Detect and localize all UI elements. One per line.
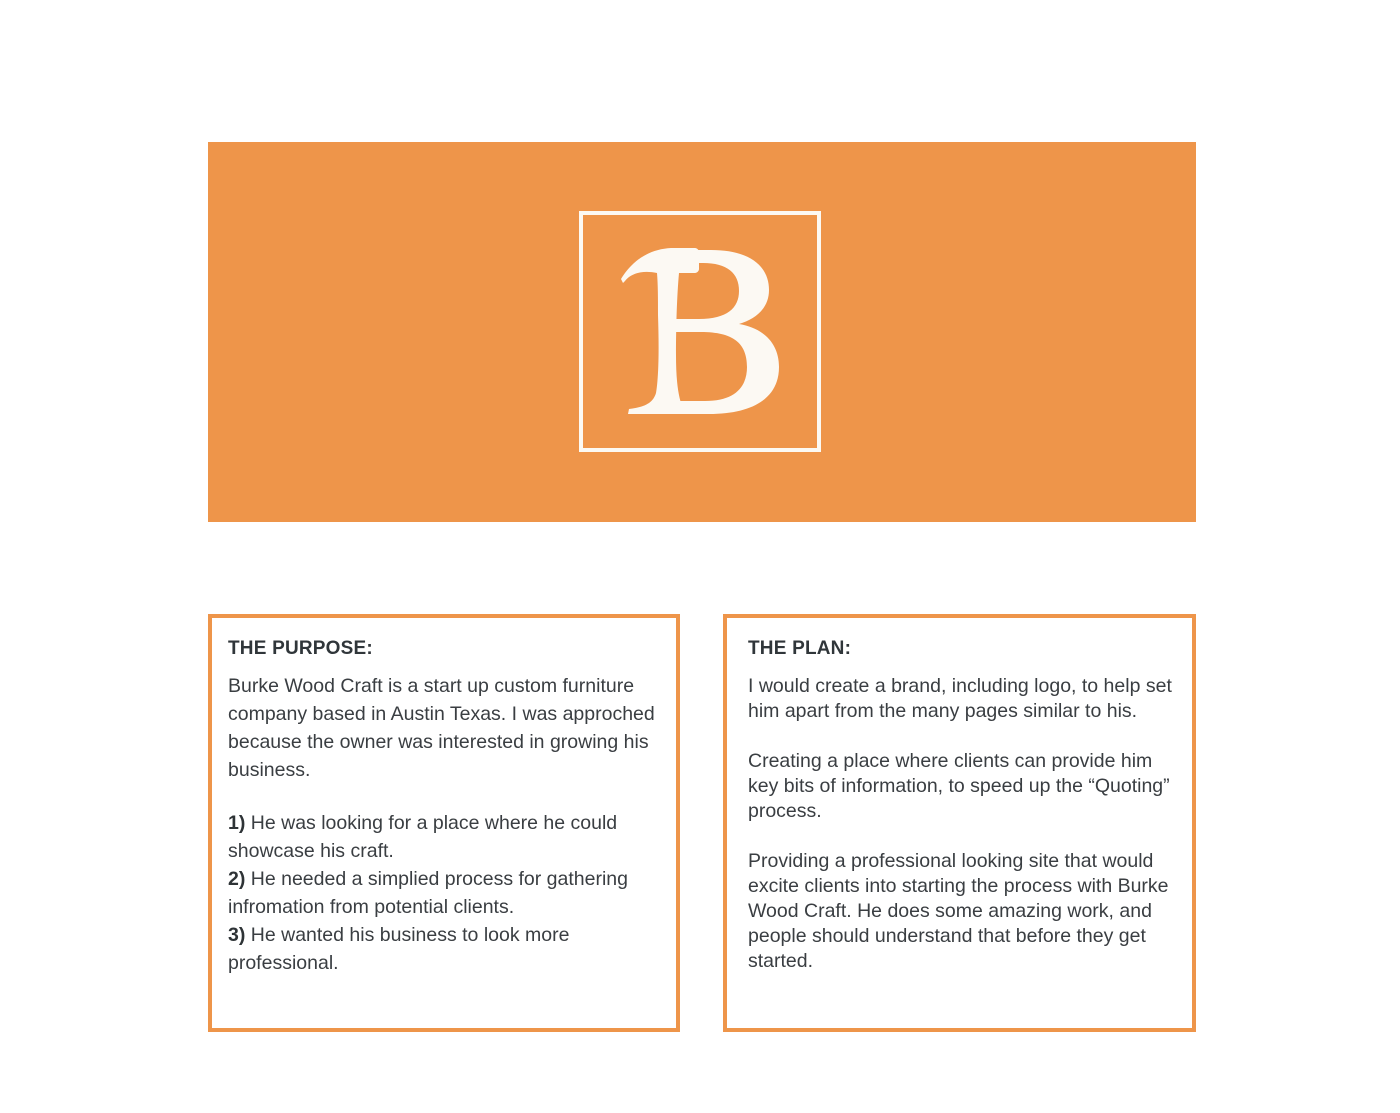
purpose-item-number: 3) (228, 924, 246, 946)
plan-paragraph: Creating a place where clients can provide him key bits of information, to speed up the “Quoting” process. (748, 750, 1170, 822)
purpose-card (208, 614, 680, 1032)
purpose-item-number: 2) (228, 868, 246, 890)
purpose-item (228, 809, 668, 865)
plan-body (748, 674, 1188, 999)
plan-paragraph: I would create a brand, including logo, to help set him apart from the many pages similar to his. (748, 675, 1172, 722)
purpose-heading: THE PURPOSE: (228, 638, 373, 659)
purpose-item-text: He wanted his business to look more professional. (228, 924, 570, 974)
purpose-item-text: He was looking for a place where he could showcase his craft. (228, 812, 618, 862)
hammer-b-monogram-icon (583, 215, 817, 448)
paragraph-gap (228, 784, 668, 809)
plan-heading: THE PLAN: (748, 638, 852, 659)
plan-card (723, 614, 1196, 1032)
purpose-body (228, 672, 668, 977)
purpose-item-number: 1) (228, 812, 246, 834)
purpose-intro: Burke Wood Craft is a start up custom furniture company based in Austin Texas. I was approched because the owner was interested in growing his business. (228, 675, 655, 781)
purpose-item-text: He needed a simplied process for gathering infromation from potential clients. (228, 868, 628, 918)
purpose-item (228, 865, 668, 921)
brand-banner (208, 142, 1196, 522)
logo-frame (579, 211, 821, 452)
purpose-item (228, 921, 668, 977)
plan-paragraph: Providing a professional looking site that would excite clients into starting the process with Burke Wood Craft. He does some amazing work, and people should understand that before they get started. (748, 850, 1169, 972)
